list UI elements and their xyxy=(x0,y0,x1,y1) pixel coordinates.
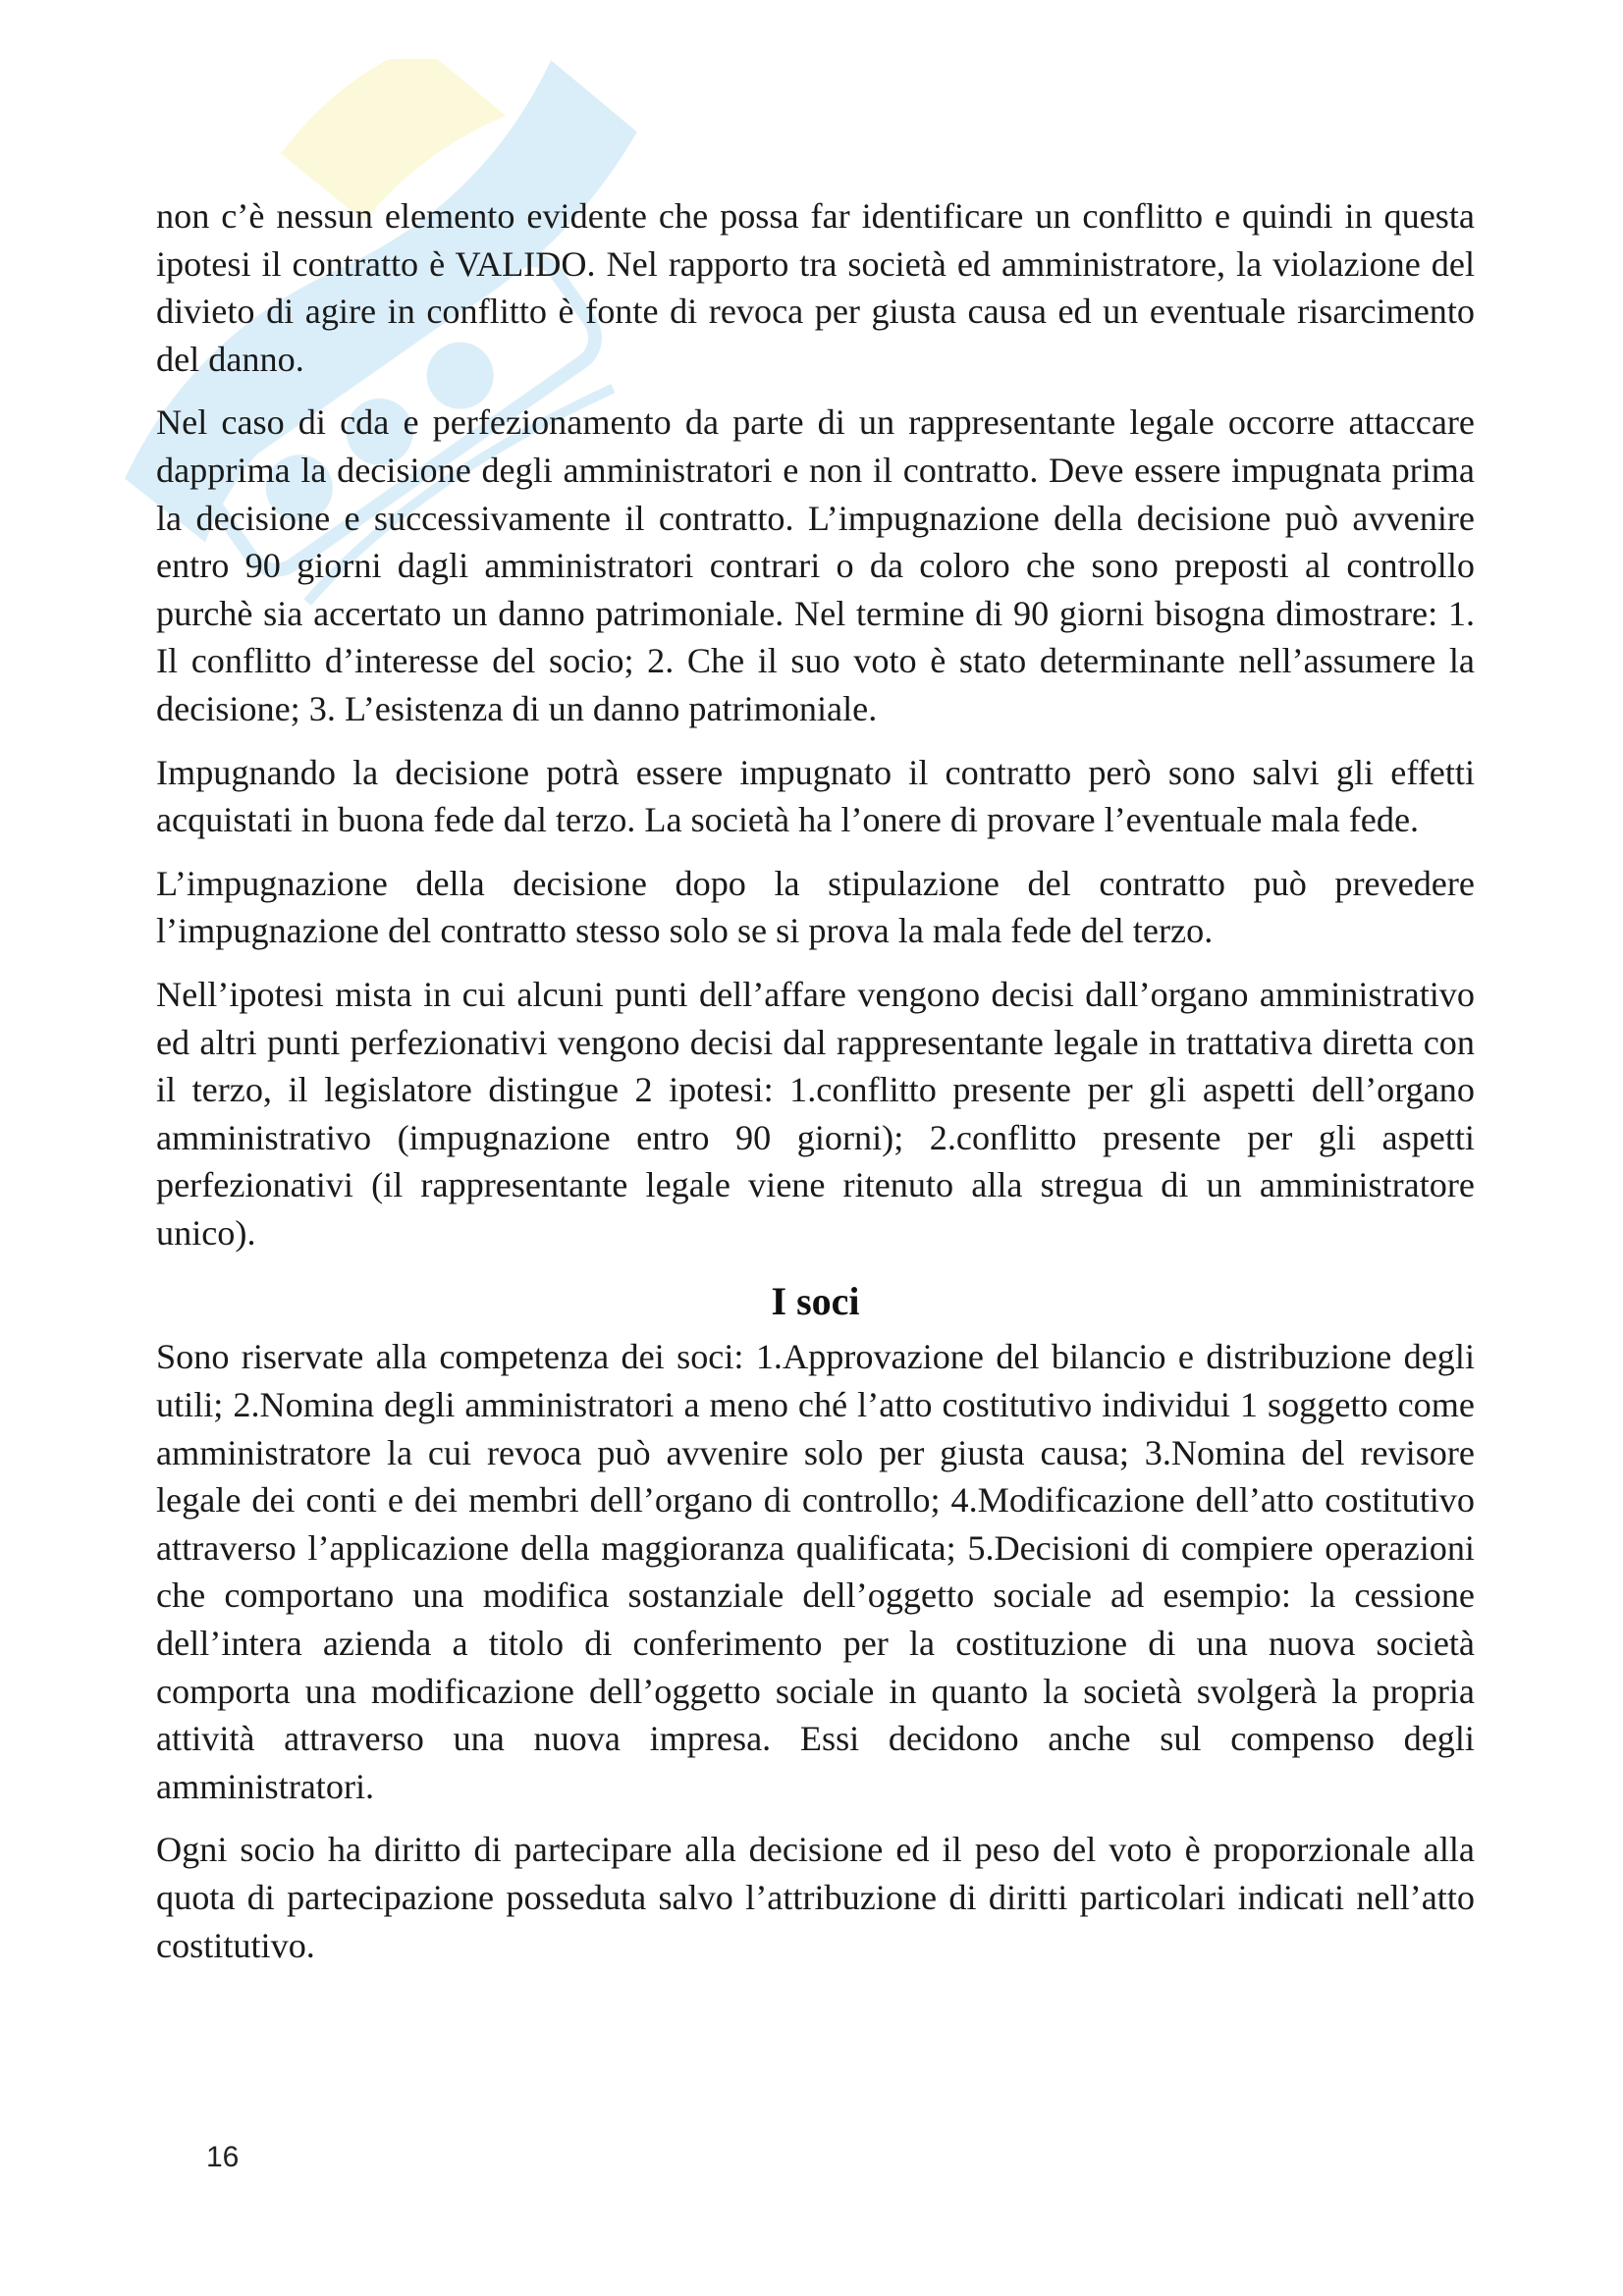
document-body xyxy=(156,192,1475,1985)
paragraph: L’impugnazione della decisione dopo la stipulazione del contratto può prevedere l’impugnazione del contratto stesso solo se si prova la mala fede del terzo. xyxy=(156,863,1475,951)
paragraph: non c’è nessun elemento evidente che possa far identificare un conflitto e quindi in questa ipotesi il contratto è VALIDO. Nel rapporto tra società ed amministratore, la violazione del divieto di agire in conflitto è fonte di revoca per giusta causa ed un eventuale risarcimento del danno. xyxy=(156,196,1475,379)
paragraph: Nell’ipotesi mista in cui alcuni punti dell’affare vengono decisi dall’organo amministrativo ed altri punti perfezionativi vengono decisi dal rappresentante legale in trattativa diretta con il terzo, il legislatore distingue 2 ipotesi: 1.conflitto presente per gli aspetti dell’organo amministrativo (impugnazione entro 90 giorni); 2.conflitto presente per gli aspetti perfezionativi (il rappresentante legale viene ritenuto alla stregua di un amministratore unico). xyxy=(156,974,1475,1253)
paragraph: Sono riservate alla competenza dei soci: 1.Approvazione del bilancio e distribuzione degli utili; 2.Nomina degli amministratori a meno ché l’atto costitutivo individui 1 soggetto come amministratore la cui revoca può avvenire solo per giusta causa; 3.Nomina del revisore legale dei conti e dei membri dell’organo di controllo; 4.Modificazione dell’atto costitutivo attraverso l’applicazione della maggioranza qualificata; 5.Decisioni di compiere operazioni che comportano una modifica sostanziale dell’oggetto sociale ad esempio: la cessione dell’intera azienda a titolo di conferimento per la costituzione di una nuova società comporta una modificazione dell’oggetto sociale in quanto la società svolgerà la propria attività attraverso una nuova impresa. Essi decidono anche sul compenso degli amministratori. xyxy=(156,1337,1475,1806)
section-heading: I soci xyxy=(771,1279,860,1324)
page-number: 16 xyxy=(206,2141,240,2173)
paragraph: Ogni socio ha diritto di partecipare alla decisione ed il peso del voto è proporzionale alla quota di partecipazione posseduta salvo l’attribuzione di diritti particolari indicati nell’atto costitutivo. xyxy=(156,1830,1475,1965)
paragraph: Impugnando la decisione potrà essere impugnato il contratto però sono salvi gli effetti acquistati in buona fede dal terzo. La società ha l’onere di provare l’eventuale mala fede. xyxy=(156,752,1475,840)
paragraph: Nel caso di cda e perfezionamento da parte di un rappresentante legale occorre attaccare dapprima la decisione degli amministratori e non il contratto. Deve essere impugnata prima la decisione e successivamente il contratto. L’impugnazione della decisione può avvenire entro 90 giorni dagli amministratori contrari o da coloro che sono preposti al controllo purchè sia accertato un danno patrimoniale. Nel termine di 90 giorni bisogna dimostrare: 1. Il conflitto d’interesse del socio; 2. Che il suo voto è stato determinante nell’assumere la decisione; 3. L’esistenza di un danno patrimoniale. xyxy=(156,402,1475,728)
